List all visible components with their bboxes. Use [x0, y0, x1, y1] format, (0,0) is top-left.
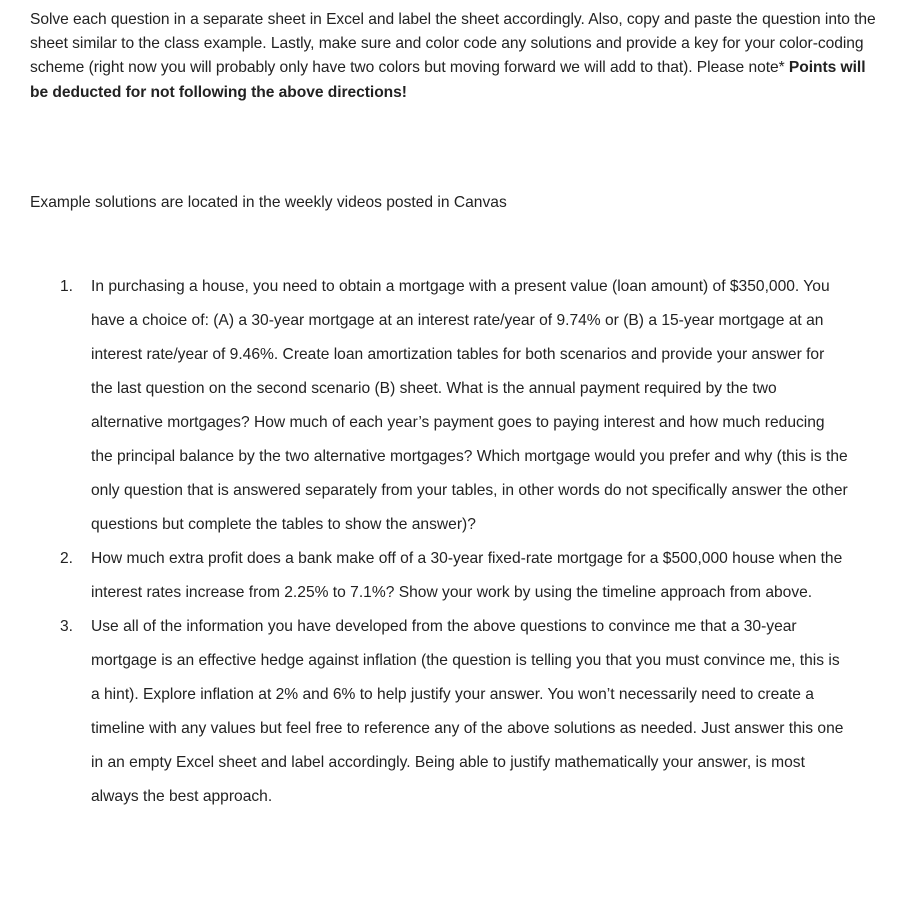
- question-text: How much extra profit does a bank make off of a 30-year fixed-rate mortgage for a $500,000 house when the interest rates increase from 2.25% to 7.1%? Show your work by using the timeline approach from above.: [91, 550, 843, 601]
- question-number: 3.: [60, 618, 74, 635]
- question-list: [30, 270, 850, 814]
- instructions-warning: Points will be deducted for not following the above directions!: [30, 59, 866, 101]
- question-text: Use all of the information you have developed from the above questions to convince me that a 30-year mortgage is an effective hedge against inflation (the question is telling you that you must convince me, this is a hint). Explore inflation at 2% and 6% to help justify your answer. You won’t necessarily need to create a timeline with any values but feel free to reference any of the above solutions as needed. Just answer this one in an empty Excel sheet and label accordingly. Being able to justify mathematically your answer, is most always the best approach.: [91, 618, 844, 805]
- question-number: 2.: [60, 550, 74, 567]
- question-item-2: [30, 542, 850, 610]
- question-number: 1.: [60, 278, 74, 295]
- instructions-text: Solve each question in a separate sheet in Excel and label the sheet accordingly. Also, copy and paste the question into the sheet similar to the class example. Lastly, make sure and color code any solutions and provide a key for your color-coding scheme (right now you will probably only have two colors but moving forward we will add to that). Please note*: [30, 11, 876, 77]
- question-item-3: [30, 610, 850, 814]
- question-text: In purchasing a house, you need to obtain a mortgage with a present value (loan amount) of $350,000. You have a choice of: (A) a 30-year mortgage at an interest rate/year of 9.74% or (B) a 15-year mortgage at an interest rate/year of 9.46%. Create loan amortization tables for both scenarios and provide your answer for the last question on the second scenario (B) sheet. What is the annual payment required by the two alternative mortgages? How much of each year’s payment goes to paying interest and how much reducing the principal balance by the two alternative mortgages? Which mortgage would you prefer and why (this is the only question that is answered separately from your tables, in other words do not specifically answer the other questions but complete the tables to show the answer)?: [91, 278, 848, 533]
- example-solutions-note: Example solutions are located in the weekly videos posted in Canvas: [30, 194, 507, 211]
- question-item-1: [30, 270, 850, 542]
- instructions-paragraph: [30, 8, 878, 105]
